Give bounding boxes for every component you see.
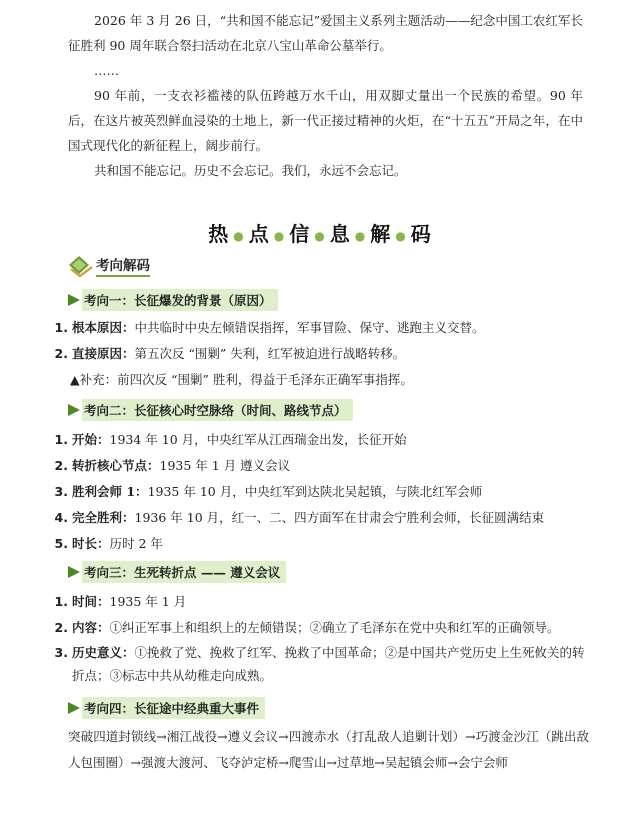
intro-text bbox=[0, 8, 641, 183]
item-key: 胜利会师 1： bbox=[72, 484, 148, 499]
item-number: 1. bbox=[54, 432, 68, 447]
title-char: 热 bbox=[208, 222, 231, 246]
item-number: 2. bbox=[54, 620, 68, 635]
topic-heading-4 bbox=[68, 698, 265, 718]
title-char: 息 bbox=[329, 222, 352, 246]
topic-heading-text: 考向二：长征核心时空脉络（时间、路线节点） bbox=[82, 399, 353, 421]
topic-heading-3 bbox=[68, 562, 286, 582]
list-item bbox=[48, 506, 591, 530]
topic-heading-text: 考向三：生死转折点 —— 遵义会议 bbox=[82, 561, 286, 583]
event-flow: 突破四道封锁线→湘江战役→遵义会议→四渡赤水（打乱敌人追剿计划）→巧渡金沙江（跳出敌人包围圈）→强渡大渡河、飞夺泸定桥→爬雪山→过草地→吴起镇会师→会宁会师 bbox=[68, 729, 589, 770]
arrow-icon bbox=[68, 566, 80, 578]
item-key: 根本原因： bbox=[72, 320, 135, 335]
item-text: 1934 年 10 月，中央红军从江西瑞金出发，长征开始 bbox=[109, 432, 407, 447]
topic-heading-2 bbox=[68, 400, 353, 420]
item-key: 开始： bbox=[72, 432, 110, 447]
title-char: 解 bbox=[370, 222, 393, 246]
topic-heading-text: 考向一：长征爆发的背景（原因） bbox=[82, 289, 278, 311]
title-dot: ● bbox=[314, 228, 327, 243]
item-number: 2. bbox=[54, 458, 68, 473]
title-char: 码 bbox=[410, 222, 433, 246]
item-key: 历史意义： bbox=[72, 645, 135, 660]
item-number: 1. bbox=[54, 594, 68, 609]
title-dot: ● bbox=[273, 228, 287, 243]
item-text: 历时 2 年 bbox=[109, 536, 163, 551]
item-key: 转折核心节点： bbox=[72, 458, 160, 473]
list-item bbox=[48, 454, 591, 478]
item-key: 直接原因： bbox=[72, 346, 135, 361]
item-number: 4. bbox=[54, 510, 68, 525]
item-text: 中共临时中央左倾错误指挥，军事冒险、保守、逃跑主义交替。 bbox=[134, 320, 485, 335]
item-number: 2. bbox=[54, 346, 68, 361]
supplement-note: ▲补充：前四次反 “围剿” 胜利，得益于毛泽东正确军事指挥。 bbox=[70, 372, 413, 387]
list-item bbox=[48, 480, 591, 504]
item-key: 时长： bbox=[72, 536, 110, 551]
page-title bbox=[0, 218, 641, 247]
list-item bbox=[48, 316, 591, 340]
item-key: 时间： bbox=[72, 594, 110, 609]
arrow-icon bbox=[68, 294, 80, 306]
title-char: 点 bbox=[248, 222, 271, 246]
item-text: ①挽救了党、挽救了红军、挽救了中国革命；②是中国共产党历史上生死攸关的转折点；③标志中共从幼稚走向成熟。 bbox=[72, 645, 585, 683]
list-item bbox=[48, 532, 591, 556]
item-text: 1936 年 10 月，红一、二、四方面军在甘肃会宁胜利会师，长征圆满结束 bbox=[134, 510, 545, 525]
intro-ellipsis: …… bbox=[94, 63, 119, 78]
intro-paragraph-2: 90 年前，一支衣衫褴褛的队伍跨越万水千山，用双脚丈量出一个民族的希望。90 年后，在这片被英烈鲜血浸染的土地上，新一代正接过精神的火炬，在“十五五”开局之年，在中国式现代化的新征程上，阔步前行。 bbox=[68, 88, 583, 153]
item-number: 5. bbox=[54, 536, 68, 551]
item-text: 1935 年 1 月 遵义会议 bbox=[159, 458, 291, 473]
section-label: 考向解码 bbox=[96, 254, 150, 277]
diamond-icon bbox=[68, 255, 94, 277]
list-item bbox=[48, 616, 591, 640]
topic-heading-text: 考向四：长征途中经典重大事件 bbox=[82, 697, 265, 719]
section-heading bbox=[68, 254, 150, 277]
topic-heading-1 bbox=[68, 290, 278, 310]
item-text: 1935 年 1 月 bbox=[109, 594, 187, 609]
list-item bbox=[48, 590, 591, 614]
item-number: 3. bbox=[54, 645, 68, 660]
item-text: 1935 年 10 月，中央红军到达陕北吴起镇，与陕北红军会师 bbox=[147, 484, 483, 499]
intro-paragraph-1: 2026 年 3 月 26 日，“共和国不能忘记”爱国主义系列主题活动——纪念中国工农红军长征胜利 90 周年联合祭扫活动在北京八宝山革命公墓举行。 bbox=[68, 13, 583, 53]
intro-paragraph-3: 共和国不能忘记。历史不会忘记。我们，永远不会忘记。 bbox=[94, 163, 407, 178]
item-text: 第五次反 “围剿” 失利，红军被迫进行战略转移。 bbox=[134, 346, 406, 361]
title-dot: ● bbox=[354, 228, 368, 243]
item-number: 3. bbox=[54, 484, 68, 499]
item-key: 完全胜利： bbox=[72, 510, 135, 525]
list-item bbox=[48, 428, 591, 452]
arrow-icon bbox=[68, 702, 80, 714]
list-item bbox=[48, 641, 591, 687]
arrow-icon bbox=[68, 404, 80, 416]
title-char: 信 bbox=[289, 222, 312, 246]
title-dot: ● bbox=[395, 228, 408, 243]
item-text: ①纠正军事上和组织上的左倾错误；②确立了毛泽东在党中央和红军的正确领导。 bbox=[109, 620, 560, 635]
item-key: 内容： bbox=[72, 620, 110, 635]
item-number: 1. bbox=[54, 320, 68, 335]
title-dot: ● bbox=[233, 228, 246, 243]
list-item bbox=[48, 342, 591, 366]
